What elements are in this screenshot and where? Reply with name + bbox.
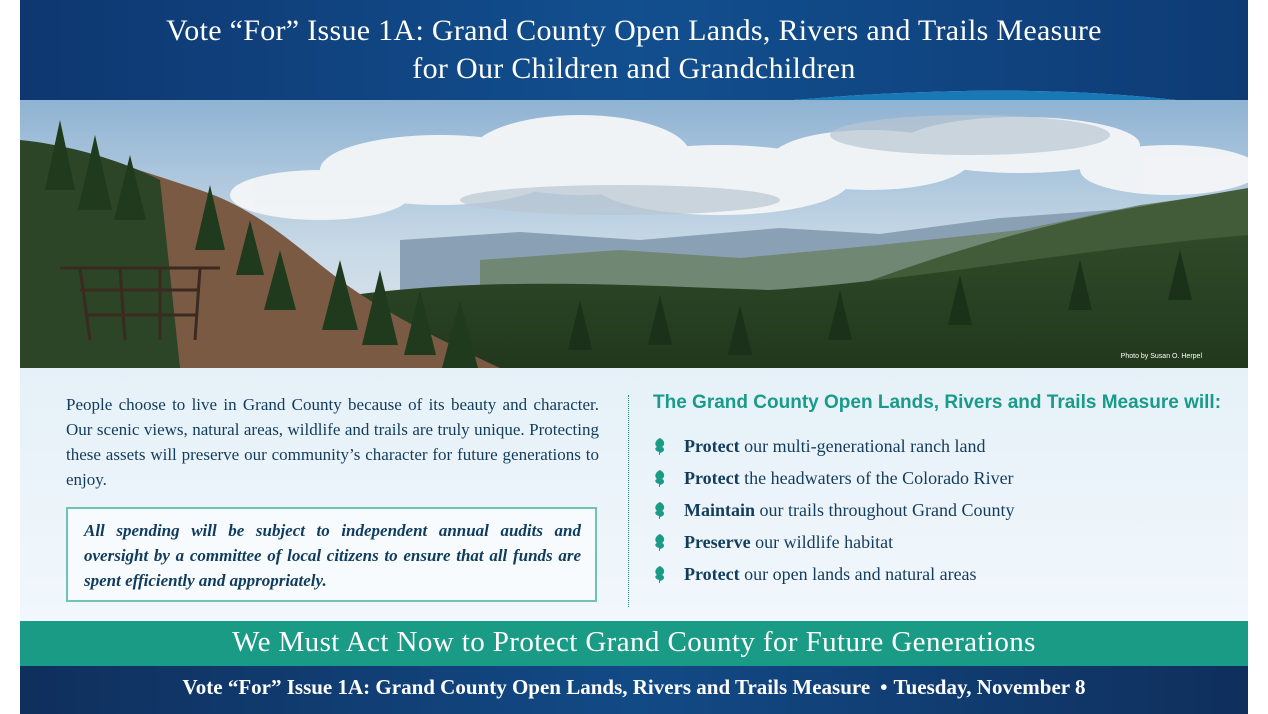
leaf-icon	[653, 437, 667, 460]
benefit-verb: Preserve	[684, 532, 751, 552]
headline-title: Vote “For” Issue 1A: Grand County Open Lands, Rivers and Trails Measure	[166, 14, 1102, 47]
landscape-photo	[20, 100, 1248, 368]
benefit-verb: Protect	[684, 564, 740, 584]
vote-date-banner	[20, 666, 1248, 714]
benefit-description: our open lands and natural areas	[739, 564, 977, 584]
benefit-item	[653, 498, 1233, 530]
benefit-text	[684, 564, 977, 585]
vote-separator-bullet: •	[880, 675, 888, 699]
act-now-banner	[20, 621, 1248, 666]
leaf-icon	[653, 533, 667, 556]
benefit-description: our trails throughout Grand County	[755, 500, 1015, 520]
benefit-item	[653, 434, 1233, 466]
leaf-icon	[653, 469, 667, 492]
benefit-item	[653, 466, 1233, 498]
mountain-landscape-photo	[20, 100, 1248, 368]
act-now-text: We Must Act Now to Protect Grand County for Future Generations	[232, 626, 1036, 658]
benefit-text	[684, 436, 986, 457]
vote-date-text	[20, 675, 1248, 700]
measure-list-title: The Grand County Open Lands, Rivers and Trails Measure will:	[653, 392, 1222, 413]
audit-callout-text: All spending will be subject to independent annual audits and oversight by a committee of local citizens to ensure that all funds are spent efficiently and appropriately.	[84, 521, 581, 590]
benefit-text	[684, 500, 1015, 521]
benefit-verb: Protect	[684, 468, 740, 488]
benefit-description: our multi-generational ranch land	[739, 436, 986, 456]
leaf-icon	[653, 501, 667, 524]
vote-measure-text: Vote “For” Issue 1A: Grand County Open Lands, Rivers and Trails Measure	[182, 675, 871, 699]
audit-callout-box	[66, 507, 597, 602]
benefit-description: our wildlife habitat	[750, 532, 894, 552]
benefit-verb: Maintain	[684, 500, 756, 520]
benefit-description: the headwaters of the Colorado River	[739, 468, 1014, 488]
measure-benefit-list	[653, 434, 1233, 594]
benefit-text	[684, 532, 893, 553]
photo-credit: Photo by Susan O. Herpel	[1120, 353, 1202, 360]
flyer-card	[20, 0, 1248, 714]
benefit-text	[684, 468, 1014, 489]
benefit-item	[653, 530, 1233, 562]
column-divider	[628, 395, 629, 607]
benefit-verb: Protect	[684, 436, 740, 456]
leaf-icon	[653, 565, 667, 588]
headline-subtitle: for Our Children and Grandchildren	[412, 52, 856, 85]
intro-paragraph: People choose to live in Grand County because of its beauty and character. Our scenic views, natural areas, wildlife and trails are truly unique. Protecting these assets will preserve our community’s character for future generations to enjoy.	[66, 395, 599, 489]
vote-date: Tuesday, November 8	[893, 675, 1086, 699]
benefit-item	[653, 562, 1233, 594]
